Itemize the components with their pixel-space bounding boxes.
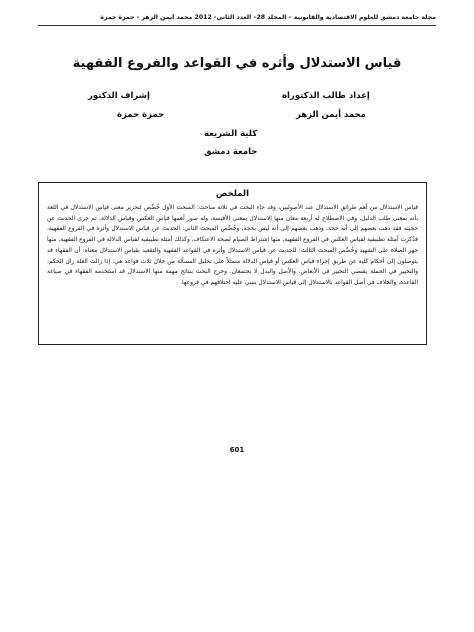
student-name: محمد أيمن الزهر <box>296 110 366 120</box>
supervisor-name: حمزة حمزة <box>117 110 165 120</box>
supervisor-role: إشراف الدكتور <box>88 91 150 101</box>
article-title: قياس الاستدلال وأثره في القواعد والفروع الفقهية <box>72 56 402 71</box>
page-number: 601 <box>229 446 245 454</box>
student-role: إعداد طالب الدكتوراه <box>282 91 370 101</box>
abstract-body: قياس الاستدلال من أهم طرائق الاستدلال عند الأصوليين، وقد جاء البحث في ثلاثة مباحث: المبحث الأول خُصِّص لتحرير معنى قياس الاستدلال في اللغة بأنه بمعنى طلب الدليل، وفي الاصطلاح له أربعة معان منها الاستدلال بمعنى الأقيسة، وله صور أهمها قياس العكس وقياس الدلالة، ثم جرى الحديث عن حجيته فقد ذهب بعضهم إلى أنه حجة، وذهب بعضهم إلى أنه ليس بحجة، وخُصِّص المبحث الثاني: الحديث عن قياس الاستدلال وأثره في الفروع الفقهية، فذُكرت أمثلة تطبيقية لقياس العكس في الفروع الفقهية، منها اشتراط الصيام لصحة الاعتكاف، وكذلك أمثلة تطبيقية لقياس الدلالة في الفروع الفقهية، منها جهر الصلاة على الشهيد وخُصِّص المبحث الثالث: للحديث عن قياس الاستدلال وأثره في القواعد الفقهية والتقعيد بقياس الاستدلال معناه: أن الفقهاء قد يتوصلون إلى أحكام كلية عن طريق إجراء قياس العكس أو قياس الدلالة متمثلاً على تحليل المسألة من خلال ثلاث قواعد هي: إذا زالت العلة زال الحكم، والتخيير في الجملة يقتضي التخيير في الأبعاض، والأصل والبدل لا يجتمعان. وخرج البحث بنتائج مهمة منها الاستدلال قد استخدمه الفقهاء في صياغة القاعدة، والخلاف في أصل القواعد بالاستدلال إلى قياس الاستدلال ينبني عليه اختلافهم في فروعها. <box>47 205 418 286</box>
running-header: مجلة جامعة دمشق للعلوم الاقتصادية والقانونية – المجلد 28– العدد الثاني- 2012 محمد أيمن الزهر - حمزة حمزة <box>100 14 436 21</box>
abstract-box <box>38 182 427 345</box>
university-name: جامعة دمشق <box>204 147 258 157</box>
header-rule <box>38 25 436 26</box>
abstract-heading: الملخص <box>216 189 249 199</box>
faculty-name: كلية الشريعة <box>204 129 258 139</box>
